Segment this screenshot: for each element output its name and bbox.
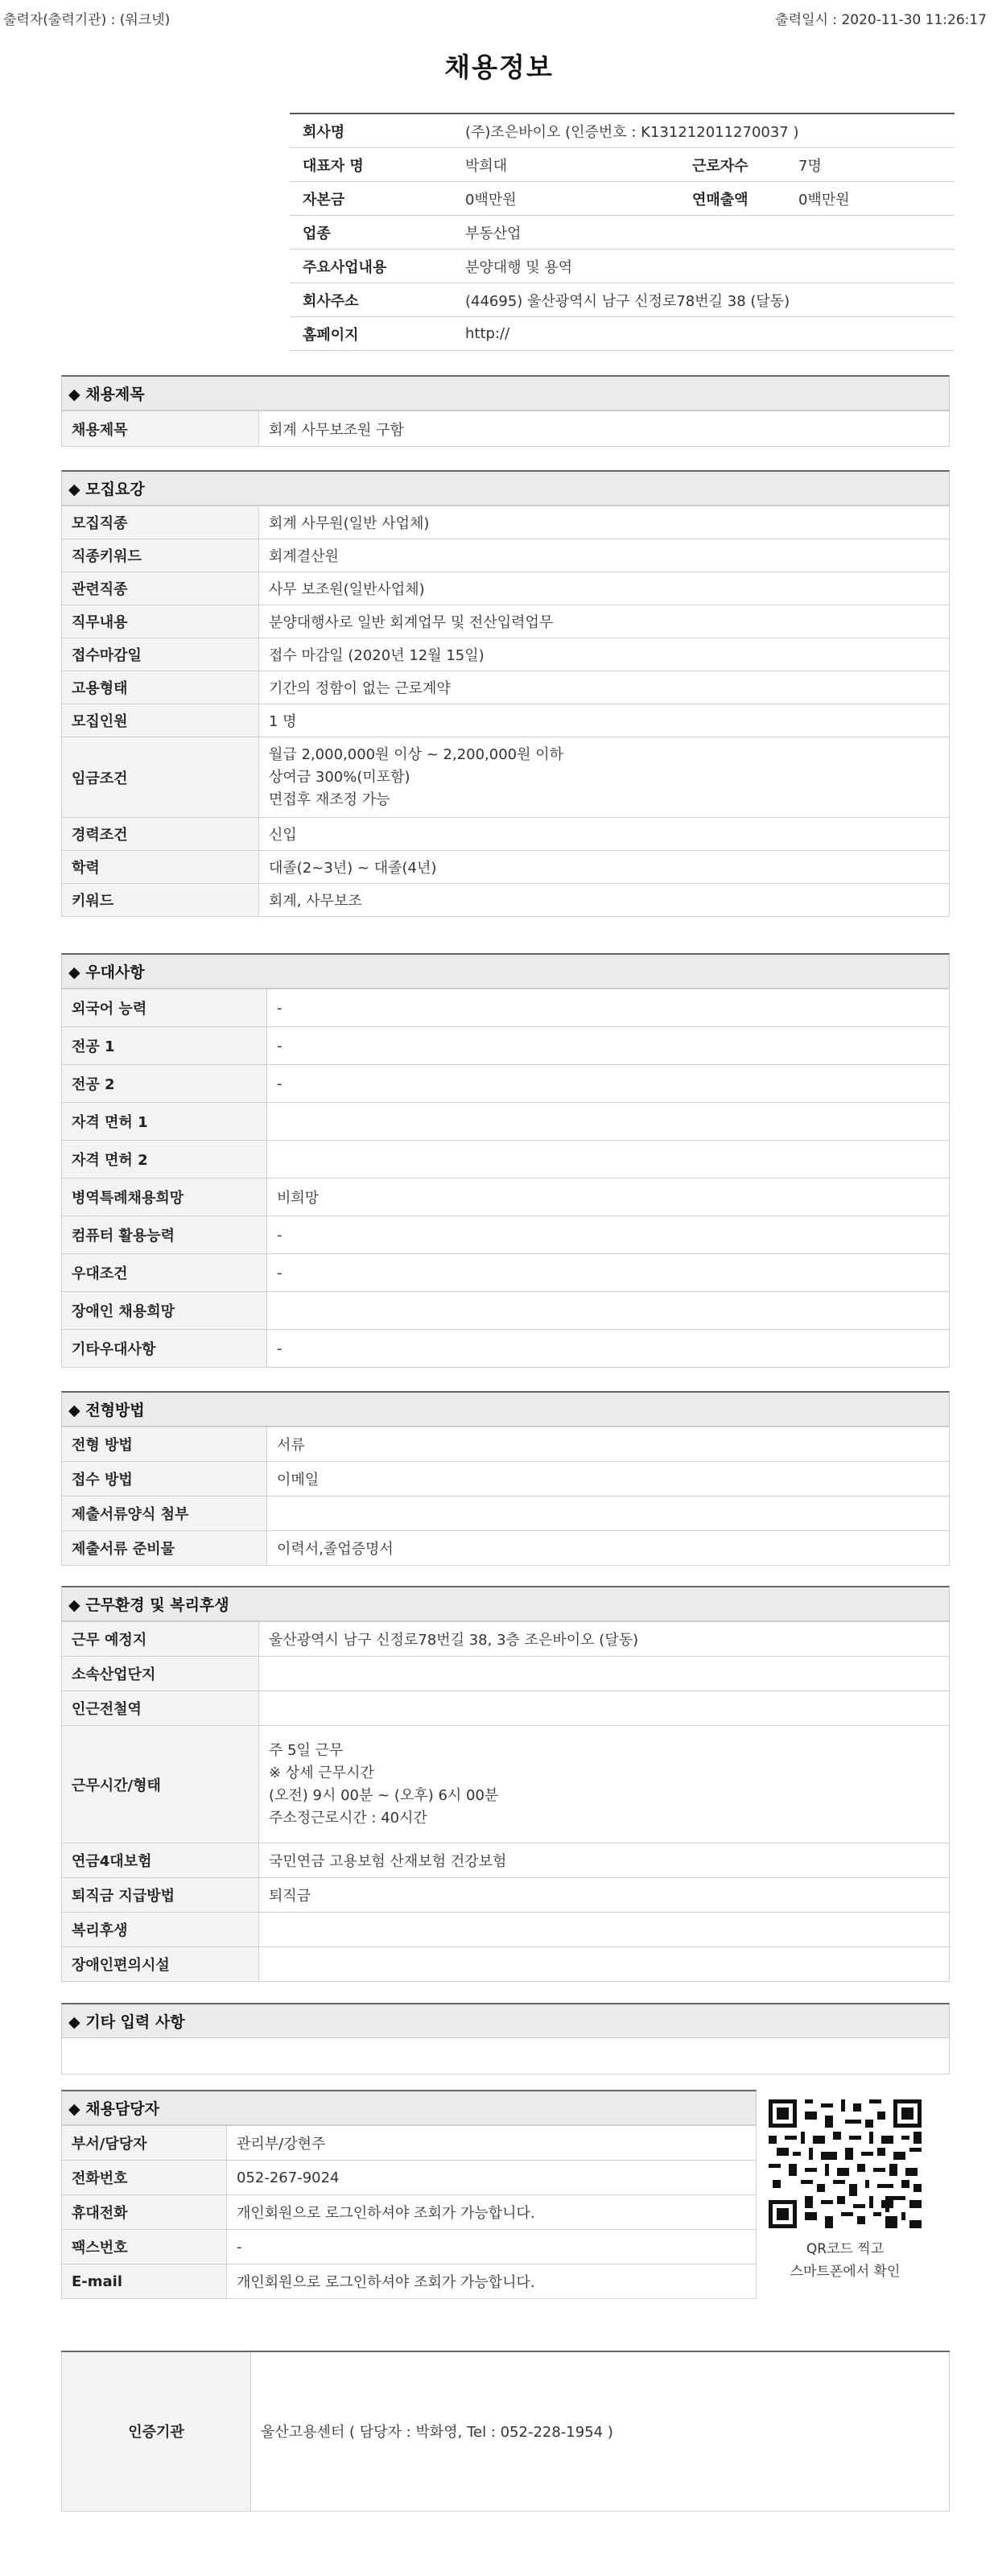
table-row-label: 전공 2: [62, 1065, 267, 1103]
job-title-value: 회계 사무보조원 구함: [259, 411, 950, 447]
section-preference: [61, 953, 950, 1368]
work-hours-line: (오전) 9시 00분 ~ (오후) 6시 00분: [269, 1786, 499, 1804]
table-row-label: 직무내용: [62, 605, 259, 638]
table-row-label: 자격 면허 1: [62, 1103, 267, 1141]
table-row-label: 경력조건: [62, 818, 259, 851]
table-row-value: -: [267, 1254, 950, 1292]
qr-code-icon: [769, 2099, 922, 2228]
table-row-label: 고용형태: [62, 671, 259, 704]
table-row-label: 학력: [62, 851, 259, 884]
table-row-label: 장애인편의시설: [62, 1947, 259, 1982]
table-row-label: 우대조건: [62, 1254, 267, 1292]
table-row-label: 부서/담당자: [62, 2126, 227, 2161]
table-row-value: [259, 1913, 950, 1947]
homepage-link[interactable]: http://: [452, 317, 955, 351]
certifier-table: [61, 2351, 950, 2512]
table-row-value: 이메일: [267, 1462, 950, 1496]
table-row-label: 휴대전화: [62, 2195, 227, 2230]
table-row-label: 관련직종: [62, 572, 259, 605]
table-row-label: 컴퓨터 활용능력: [62, 1216, 267, 1254]
table-row-value: -: [227, 2230, 757, 2264]
table-row-label: 근무 예정지: [62, 1622, 259, 1657]
table-row-value: 기간의 정함이 없는 근로계약: [259, 671, 950, 704]
section-heading: ◆ 우대사항: [61, 953, 950, 989]
sales-value: 0백만원: [786, 182, 955, 216]
job-title-label: 채용제목: [62, 411, 259, 447]
table-row-value[interactable]: [267, 1496, 950, 1531]
certifier-label: 인증기관: [62, 2351, 251, 2511]
table-row-value: -: [267, 989, 950, 1027]
table-row-label: 자격 면허 2: [62, 1141, 267, 1179]
section-heading: ◆ 근무환경 및 복리후생: [61, 1586, 950, 1621]
section-selection-method: [61, 1391, 950, 1566]
table-row-value: [259, 1947, 950, 1982]
section-contact: [61, 2090, 757, 2299]
table-row-label: 소속산업단지: [62, 1657, 259, 1691]
page-title: 채용정보: [444, 52, 554, 83]
print-issuer: 출력자(출력기관) : (워크넷): [3, 12, 171, 28]
section-job-title: [61, 375, 950, 447]
address-value: (44695) 울산광역시 남구 신정로78번길 38 (달동): [452, 283, 955, 317]
table-row-label: 외국어 능력: [62, 989, 267, 1027]
table-row-label: 모집인원: [62, 704, 259, 737]
capital-value: 0백만원: [452, 182, 679, 216]
section-heading: ◆ 채용담당자: [61, 2090, 757, 2125]
table-row-value: 서류: [267, 1427, 950, 1462]
wage-line: 상여금 300%(미포함): [269, 768, 410, 786]
company-name-value: (주)조은바이오 (인증번호 : K131212011270037 ): [452, 114, 955, 148]
table-row-value: 개인회원으로 로그인하셔야 조회가 가능합니다.: [227, 2195, 757, 2230]
other-content: [61, 2038, 950, 2074]
table-row-label: 팩스번호: [62, 2230, 227, 2264]
qr-caption-line: QR코드 찍고: [806, 2241, 885, 2257]
ceo-label: 대표자 명: [290, 148, 452, 182]
table-row-value: 비희망: [267, 1179, 950, 1216]
print-datetime: 출력일시 : 2020-11-30 11:26:17: [775, 12, 987, 28]
table-row-value: 사무 보조원(일반사업체): [259, 572, 950, 605]
table-row-label: 인근전철역: [62, 1691, 259, 1726]
table-row-value: 1 명: [259, 704, 950, 737]
business-label: 주요사업내용: [290, 250, 452, 283]
recruit-table: [61, 506, 950, 917]
work-hours-value: [259, 1726, 950, 1843]
table-row-label: 병역특례채용희망: [62, 1179, 267, 1216]
table-row-value: 접수 마감일 (2020년 12월 15일): [259, 638, 950, 671]
section-heading: ◆ 전형방법: [61, 1391, 950, 1426]
wage-label: 임금조건: [62, 737, 259, 818]
table-row-value: 퇴직금: [259, 1878, 950, 1913]
table-row-label: 직종키워드: [62, 539, 259, 572]
address-label: 회사주소: [290, 283, 452, 317]
industry-value: 부동산업: [452, 216, 955, 250]
capital-label: 자본금: [290, 182, 452, 216]
section-other: [61, 2003, 950, 2074]
section-work-environment: [61, 1586, 950, 1982]
phone-value[interactable]: 052-267-9024: [227, 2161, 757, 2195]
table-row-label: 전형 방법: [62, 1427, 267, 1462]
sales-label: 연매출액: [679, 182, 786, 216]
table-row-label: 퇴직금 지급방법: [62, 1878, 259, 1913]
table-row-value: 관리부/강현주: [227, 2126, 757, 2161]
work-hours-line: 주소정근로시간 : 40시간: [269, 1809, 427, 1827]
section-recruit: [61, 470, 950, 917]
table-row-value: 개인회원으로 로그인하셔야 조회가 가능합니다.: [227, 2264, 757, 2299]
table-row-value: 회계결산원: [259, 539, 950, 572]
table-row-value: 회계 사무원(일반 사업체): [259, 506, 950, 539]
table-row-label: 접수마감일: [62, 638, 259, 671]
table-row-value: -: [267, 1065, 950, 1103]
workers-value: 7명: [786, 148, 955, 182]
work-table: [61, 1621, 950, 1982]
table-row-value: 울산광역시 남구 신정로78번길 38, 3층 조은바이오 (달동): [259, 1622, 950, 1657]
table-row-label: 제출서류 준비물: [62, 1531, 267, 1566]
job-title-table: [61, 411, 950, 447]
table-row-label: 키워드: [62, 884, 259, 917]
qr-caption: [748, 2238, 942, 2283]
wage-line: 면접후 재조정 가능: [269, 791, 390, 808]
table-row-value: 이력서,졸업증명서: [267, 1531, 950, 1566]
table-row-value: [267, 1103, 950, 1141]
table-row-value: [267, 1141, 950, 1179]
work-hours-line: 주 5일 근무: [269, 1741, 344, 1759]
table-row-value: [267, 1292, 950, 1330]
section-certifier: [61, 2351, 950, 2512]
preference-table: [61, 989, 950, 1368]
work-hours-label: 근무시간/형태: [62, 1726, 259, 1843]
table-row-value: [259, 1691, 950, 1726]
table-row-label: 모집직종: [62, 506, 259, 539]
table-row-value: 국민연금 고용보험 산재보험 건강보험: [259, 1843, 950, 1878]
table-row-label: 장애인 채용희망: [62, 1292, 267, 1330]
selection-table: [61, 1426, 950, 1566]
table-row-label: 복리후생: [62, 1913, 259, 1947]
certifier-value: 울산고용센터 ( 담당자 : 박화영, Tel : 052-228-1954 ): [251, 2351, 950, 2511]
table-row-label: 기타우대사항: [62, 1330, 267, 1368]
business-value: 분양대행 및 용역: [452, 250, 955, 283]
section-heading: ◆ 모집요강: [61, 470, 950, 506]
table-row-label: 제출서류양식 첨부: [62, 1496, 267, 1531]
table-row-label: E-mail: [62, 2264, 227, 2299]
qr-caption-line: 스마트폰에서 확인: [790, 2264, 901, 2280]
table-row-value: 회계, 사무보조: [259, 884, 950, 917]
company-info-table: [290, 113, 955, 351]
table-row-value: -: [267, 1330, 950, 1368]
company-name-label: 회사명: [290, 114, 452, 148]
contact-table: [61, 2125, 757, 2299]
wage-value: [259, 737, 950, 818]
table-row-label: 접수 방법: [62, 1462, 267, 1496]
table-row-label: 전공 1: [62, 1027, 267, 1065]
table-row-value: 대졸(2~3년) ~ 대졸(4년): [259, 851, 950, 884]
table-row-value: -: [267, 1216, 950, 1254]
table-row-value: [259, 1657, 950, 1691]
table-row-value: 분양대행사로 일반 회계업무 및 전산입력업무: [259, 605, 950, 638]
table-row-label: 연금4대보험: [62, 1843, 259, 1878]
wage-line: 월급 2,000,000원 이상 ~ 2,200,000원 이하: [269, 745, 564, 763]
section-heading: ◆ 기타 입력 사항: [61, 2003, 950, 2038]
industry-label: 업종: [290, 216, 452, 250]
table-row-value: -: [267, 1027, 950, 1065]
workers-label: 근로자수: [679, 148, 786, 182]
ceo-value: 박희대: [452, 148, 679, 182]
table-row-value: 신입: [259, 818, 950, 851]
table-row-label: 전화번호: [62, 2161, 227, 2195]
section-heading: ◆ 채용제목: [61, 375, 950, 411]
work-hours-line: ※ 상세 근무시간: [269, 1764, 374, 1781]
homepage-label: 홈페이지: [290, 317, 452, 351]
